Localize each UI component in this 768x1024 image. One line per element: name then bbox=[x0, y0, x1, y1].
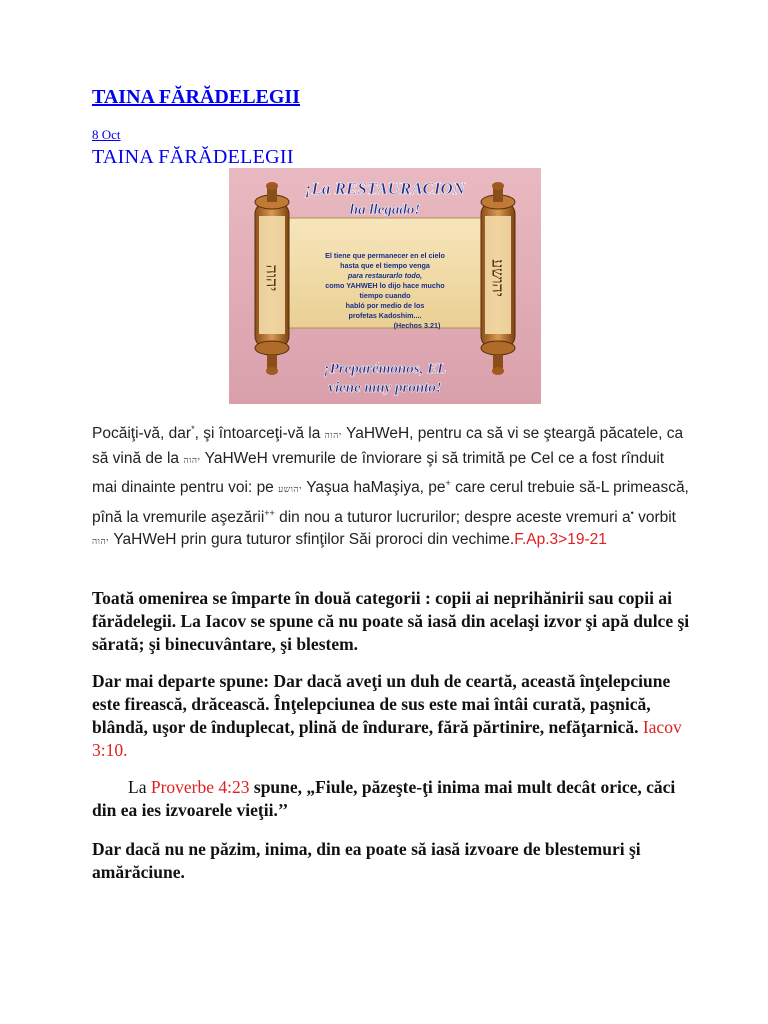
post-title-link[interactable]: TAINA FĂRĂDELEGII bbox=[92, 86, 300, 108]
paragraph-4: Dar dacă nu ne păzim, inima, din ea poate să iasă izvoare de blestemuri şi amărăciune. bbox=[92, 839, 641, 882]
paragraph-3: La Proverbe 4:23 spune, „Fiule, păzeşte-ţi inima mai mult decât orice, căci din ea ies izvoarele vieţii.’’ bbox=[92, 777, 676, 820]
post-date-link[interactable]: 8 Oct bbox=[92, 127, 121, 142]
svg-text:para restaurarlo todo,: para restaurarlo todo, bbox=[347, 271, 423, 280]
paragraph-1: Toată omenirea se împarte în două categorii : copii ai neprihănirii sau copii ai fărădelegii. La Iacov se spune că nu poate să iasă din acelaşi izvor şi apă dulce şi sărată; şi binecuvântare, şi blestem. bbox=[92, 588, 690, 654]
svg-text:como YAHWEH lo dijo hace mucho: como YAHWEH lo dijo hace mucho bbox=[325, 281, 445, 290]
svg-text:יהושע: יהושע bbox=[488, 259, 508, 297]
banner-footer-2: viene muy pronto! bbox=[328, 380, 442, 396]
reference-iacov: Iacov 3:10. bbox=[92, 717, 682, 760]
svg-text:יהוה: יהוה bbox=[262, 264, 282, 292]
right-scroll-rod bbox=[481, 182, 515, 375]
hebrew-name-glyph: יהוה bbox=[324, 431, 342, 442]
restoration-banner-image bbox=[229, 168, 541, 404]
paragraph-2: Dar mai departe spune: Dar dacă aveţi un duh de ceartă, această înţelepciune este firească, drăcească. Înţelepciunea de sus este mai întâi curată, paşnică, blândă, uşor de înduplecat, plină de îndurare, fără părtinire, nefăţarnică. Iacov 3:10. bbox=[92, 671, 682, 760]
reference-proverbe: Proverbe 4:23 bbox=[150, 777, 250, 797]
svg-text:El tiene que permanecer en el: El tiene que permanecer en el cielo bbox=[325, 251, 445, 260]
banner-headline-2: ha llegado! bbox=[349, 202, 421, 218]
svg-text:(Hechos 3.21): (Hechos 3.21) bbox=[393, 321, 441, 330]
svg-text:tiempo cuando: tiempo cuando bbox=[359, 291, 411, 300]
svg-text:habló por medio de los: habló por medio de los bbox=[345, 301, 425, 310]
svg-text:profetas Kadoshim....: profetas Kadoshim.... bbox=[348, 311, 422, 320]
scripture-verse: Pocăiţi-vă, dar*, şi întoarceţi-vă la יהוה YaHWeH, pentru ca să vi se şteargă păcatele, ca să vină de la יהוה YaHWeH vremurile de înviorare şi să trimită pe Cel ce a fost rînduit mai dinainte pentru voi: pe יהושע Yaşua haMaşiya, pe+ care cerul trebuie să-L primească, pînă la vremurile aşezării++ din nou a tuturor lucrurilor; despre aceste vremuri a• vorbit יהוה YaHWeH prin gura tuturor sfinţilor Săi proroci din vechime.F.Ap.3>19-21 bbox=[92, 424, 689, 549]
hebrew-name-glyph: יהושע bbox=[278, 485, 302, 496]
post-subtitle: TAINA FĂRĂDELEGII bbox=[92, 146, 294, 168]
banner-footer-1: ¡Preparémonos, EL bbox=[323, 361, 447, 377]
hebrew-name-glyph: יהוה bbox=[183, 455, 201, 466]
left-scroll-rod bbox=[255, 182, 289, 375]
verse-reference: F.Ap.3>19-21 bbox=[514, 531, 607, 549]
banner-headline-1: ¡La RESTAURACION bbox=[304, 179, 466, 198]
hebrew-name-glyph: יהוה bbox=[92, 537, 110, 548]
svg-text:hasta que el tiempo venga: hasta que el tiempo venga bbox=[340, 261, 430, 270]
